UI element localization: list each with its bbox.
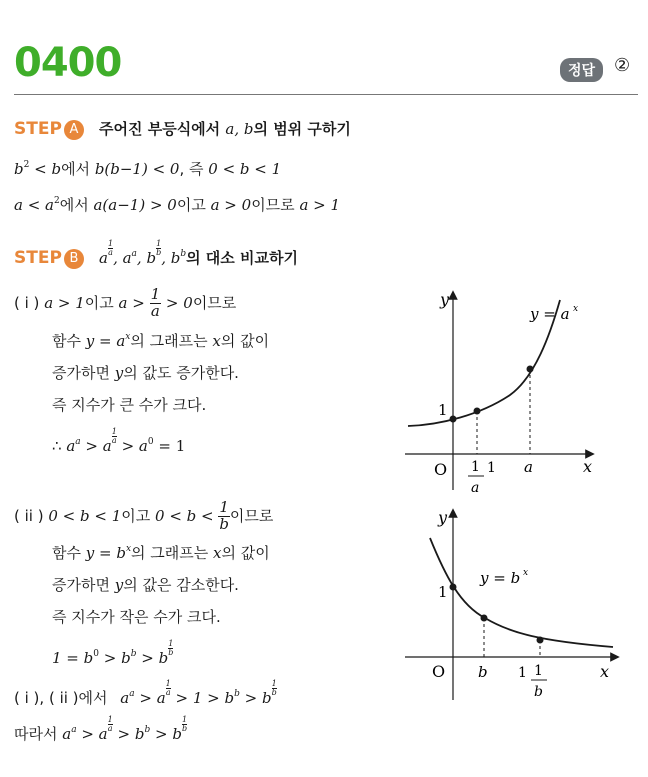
case-2-line-5: $1 = b^0 > b^b > b$ $\frac{1}{b}$	[52, 639, 174, 667]
graph2-point-y-intercept	[450, 584, 457, 591]
case-1-line-2: 함수 $y = a^x$의 그래프는 x의 값이	[52, 332, 270, 350]
answer-badge: 정답	[560, 58, 603, 82]
graph2-y-label: y	[438, 508, 448, 527]
case-2-line-4: 즉 지수가 작은 수가 크다.	[52, 608, 221, 626]
case-1-line-4: 즉 지수가 큰 수가 크다.	[52, 396, 207, 414]
graph1-tick-a: a	[524, 458, 533, 476]
header-divider	[14, 94, 638, 95]
step-b-label: STEP	[14, 248, 62, 268]
case-2-line-3: 증가하면 y의 값은 감소한다.	[52, 576, 239, 594]
graph2-curve-label: y = b	[480, 569, 521, 587]
conclusion-line-2: 따라서 $a^a > a$ $\frac{1}{a}$ > $b^b > b$ $\frac{1}{b}$	[14, 715, 188, 743]
graph1-label-one: 1	[438, 401, 448, 419]
graph1-point-y-intercept	[450, 416, 457, 423]
case-1-condition: ( i ) a > 1이고 a > $\frac{1}{a}$ > 0이므로	[14, 285, 237, 320]
graph1-curve-label: y = a	[530, 305, 570, 323]
graph-decreasing-exponential	[400, 505, 622, 705]
graph2-tick-frac-den: b	[534, 684, 543, 700]
graph1-x-label: x	[583, 457, 593, 476]
graph2-x-label: x	[600, 662, 610, 681]
step-a-label: STEP	[14, 119, 62, 139]
case-1-line-3: 증가하면 y의 값도 증가한다.	[52, 364, 239, 382]
step-b-expressions: a $\frac{1}{a}$ , $a^a$, b $\frac{1}{b}$ , $b^b$	[99, 239, 187, 267]
graph1-point-a	[527, 366, 534, 373]
step-a-title: 주어진 부등식에서 a, b의 범위 구하기	[99, 120, 351, 138]
graph1-origin: O	[434, 460, 448, 479]
graph2-tick-frac-num: 1	[534, 663, 543, 679]
step-a-heading	[14, 118, 351, 140]
graph2-tick-one: 1	[518, 665, 527, 681]
graph2-point-b	[481, 615, 488, 622]
answer-value: ②	[614, 55, 631, 76]
step-a-line-2: $a < a^2$에서 a(a−1) > 0이고 a > 0이므로 a > 1	[14, 196, 341, 214]
step-a-line-1: $b^2 < b$에서 b(b−1) < 0, 즉 0 < b < 1	[14, 160, 282, 178]
step-a-letter: A	[64, 120, 84, 140]
graph2-curve	[430, 538, 613, 647]
graph2-tick-b: b	[478, 663, 488, 681]
case-1-line-5: ∴ $a^a > a$ $\frac{1}{a}$ > $a^0 = 1$	[52, 427, 186, 455]
graph1-tick-one: 1	[487, 460, 496, 476]
case-2-condition: ( ii ) 0 < b < 1이고 0 < b < $\frac{1}{b}$ 이므로	[14, 498, 274, 533]
graph2-label-one: 1	[438, 583, 448, 601]
conclusion-line-1: ( i ), ( ii )에서 $a^a > a$ $\frac{1}{a}$ > $1 > b^b > b$ $\frac{1}{b}$	[14, 679, 277, 707]
graph1-tick-frac-den: a	[471, 480, 480, 496]
graph1-point-1-over-a	[474, 408, 481, 415]
graph2-point-1-over-b	[537, 637, 544, 644]
graph1-tick-frac-num: 1	[471, 459, 480, 475]
graph2-origin: O	[432, 662, 446, 681]
problem-number: 0400	[14, 40, 122, 86]
graph-increasing-exponential	[400, 285, 600, 497]
step-b-title: 의 대소 비교하기	[186, 249, 298, 267]
case-2-line-2: 함수 $y = b^x$의 그래프는 x의 값이	[52, 544, 270, 562]
step-b-letter: B	[64, 249, 84, 269]
graph2-curve-label-sup: x	[523, 568, 529, 578]
graph1-curve-label-sup: x	[573, 304, 579, 314]
step-b-heading	[14, 240, 298, 269]
graph1-y-label: y	[440, 290, 450, 309]
